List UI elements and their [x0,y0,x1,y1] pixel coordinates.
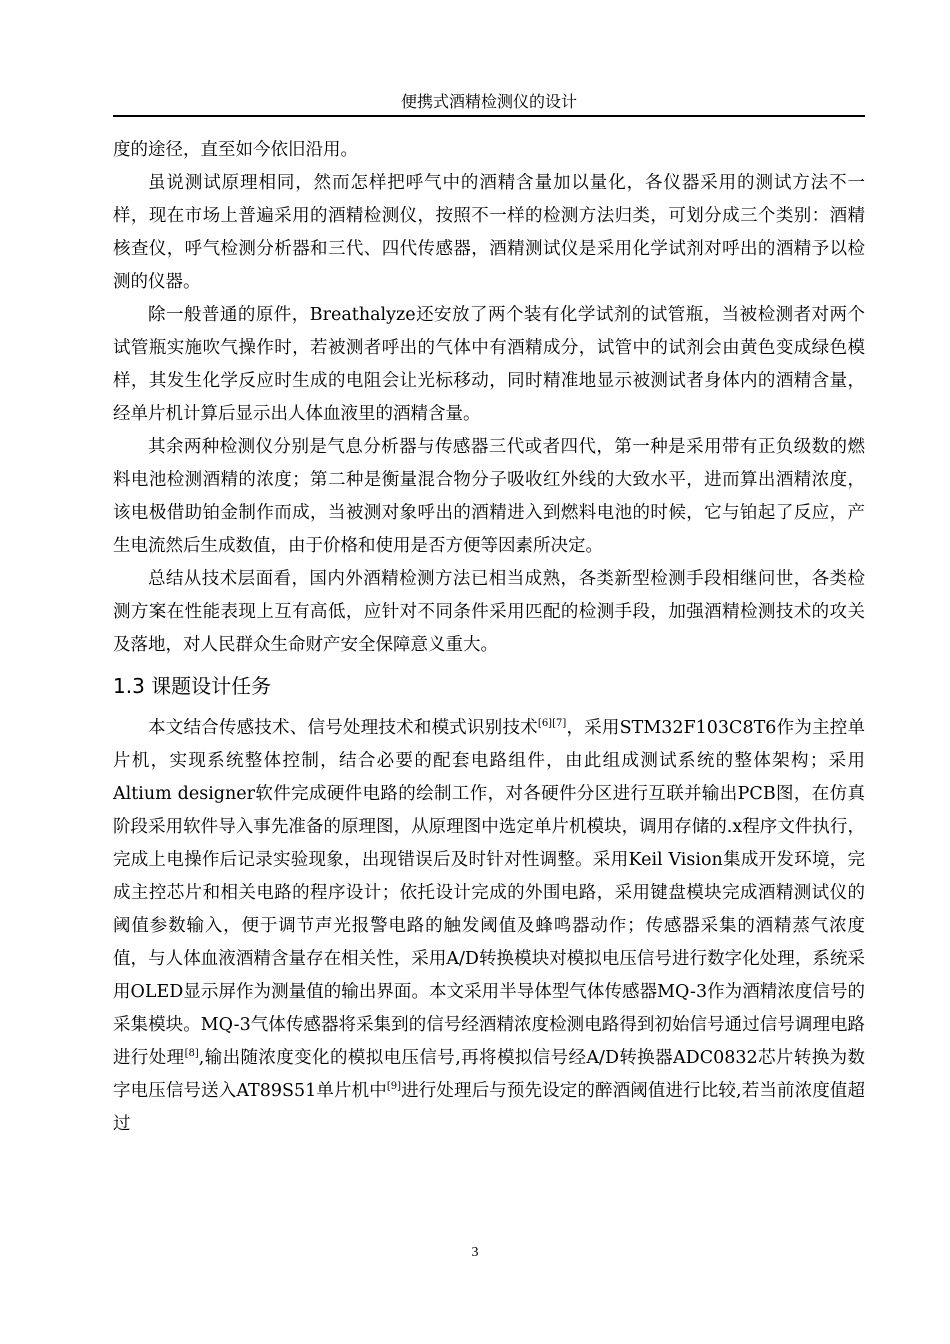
citation: [6][7] [537,718,567,729]
paragraph: 除一般普通的原件，Breathalyze还安放了两个装有化学试剂的试管瓶，当被检测者对两个试管瓶实施吹气操作时，若被测者呼出的气体中有酒精成分，试管中的试剂会由黄色变成绿色模样，其发生化学反应时生成的电阻会让光标移动，同时精准地显示被测试者身体内的酒精含量，经单片机计算后显示出人体血液里的酒精含量。 [113,305,865,424]
paragraph [113,712,865,1141]
paragraph-continued: 度的途径，直至如今依旧沿用。 [113,140,358,160]
running-header: 便携式酒精检测仪的设计 [400,92,577,111]
text-run: 本文结合传感技术、信号处理技术和模式识别技术 [148,718,538,738]
citation: [8] [184,1048,199,1059]
text-run: ，采用STM32F103C8T6作为主控单片机，实现系统整体控制，结合必要的配套电路组件，由此组成测试系统的整体架构；采用Altium designer软件完成硬件电路的绘制工作，对各硬件分区进行互联并输出PCB图，在仿真阶段采用软件导入事先准备的原理图，从原理图中选定单片机模块，调用存储的.x程序文件执行，完成上电操作后记录实验现象，出现错误后及时针对性调整。采用Keil Vision集成开发环境，完成主控芯片和相关电路的程序设计；依托设计完成的外围电路，采用键盘模块完成酒精测试仪的阈值参数输入，便于调节声光报警电路的触发阈值及蜂鸣器动作；传感器采集的酒精蒸气浓度值，与人体血液酒精含量存在相关性，采用A/D转换模块对模拟电压信号进行数字化处理，系统采用OLED显示屏作为测量值的输出界面。本文采用半导体型气体传感器MQ-3作为酒精浓度信号的采集模块。MQ-3气体传感器将采集到的信号经酒精浓度检测电路得到初始信号通过信号调理电路进行处理 [113,718,865,1068]
paragraph: 总结从技术层面看，国内外酒精检测方法已相当成熟，各类新型检测手段相继问世，各类检测方案在性能表现上互有高低，应针对不同条件采用匹配的检测手段，加强酒精检测技术的攻关及落地，对人民群众生命财产安全保障意义重大。 [113,569,865,655]
text-run: ,输出随浓度变化的模拟电压信号,再将模拟信号经A/D转换器ADC0832芯片转换为数字电压信号送入AT89S51单片机中 [113,1048,865,1101]
paragraph: 虽说测试原理相同，然而怎样把呼气中的酒精含量加以量化，各仪器采用的测试方法不一样，现在市场上普遍采用的酒精检测仪，按照不一样的检测方法归类，可划分成三个类别：酒精核查仪，呼气检测分析器和三代、四代传感器，酒精测试仪是采用化学试剂对呼出的酒精予以检测的仪器。 [113,173,865,292]
page-number: 3 [471,1245,479,1260]
body-text [113,134,865,1141]
section-heading: 1.3 课题设计任务 [113,674,272,698]
text-run: 进行处理后与预先设定的醉酒阈值进行比较,若当前浓度值超过 [113,1081,865,1134]
citation: [9] [386,1081,402,1092]
header-rule [113,115,865,117]
paragraph: 其余两种检测仪分别是气息分析器与传感器三代或者四代，第一种是采用带有正负级数的燃料电池检测酒精的浓度；第二种是衡量混合物分子吸收红外线的大致水平，进而算出酒精浓度，该电极借助铂金制作而成，当被测对象呼出的酒精进入到燃料电池的时候，它与铂起了反应，产生电流然后生成数值，由于价格和使用是否方便等因素所决定。 [113,437,865,556]
